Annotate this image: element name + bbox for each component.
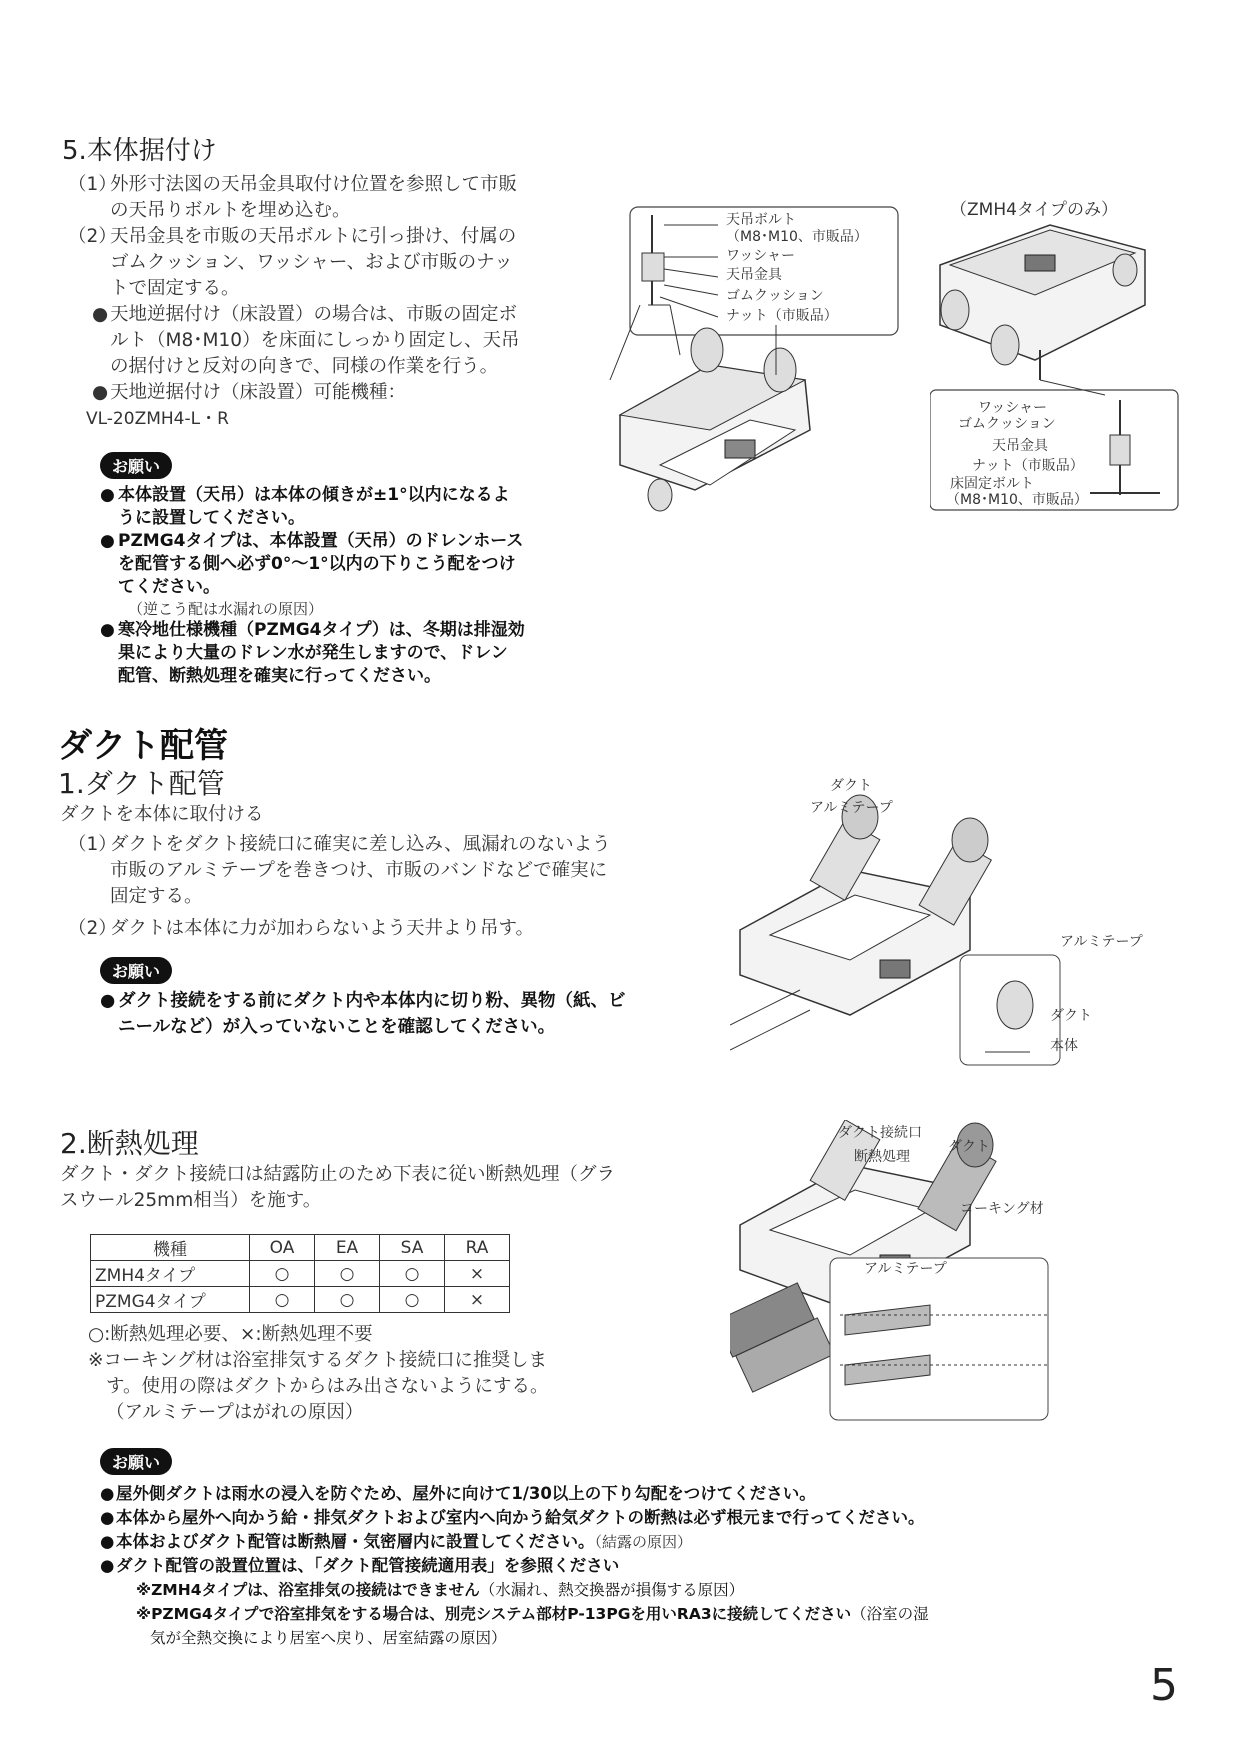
model-name: VL-20ZMH4-L・R xyxy=(86,409,229,429)
note-text: 寒冷地仕様機種（PZMG4タイプ）は、冬期は排湿効 xyxy=(118,620,525,640)
bullet-icon: ● xyxy=(100,531,115,551)
fig-label: ワッシャー xyxy=(726,248,796,264)
note-item xyxy=(100,530,600,619)
intro-text: ダクト・ダクト接続口は結露防止のため下表に従い断熱処理（グラ xyxy=(60,1164,616,1185)
table-legend: ○:断熱処理必要、×:断熱処理不要 xyxy=(88,1324,373,1345)
note-text: 果により大量のドレン水が発生しますので、ドレン xyxy=(118,643,508,663)
duct-sub2-title: 2.断熱処理 xyxy=(60,1127,199,1160)
table-cell: ○ xyxy=(380,1287,445,1313)
request-badge xyxy=(100,957,172,984)
step-number: （1） xyxy=(68,834,117,855)
table-header: 機種 xyxy=(91,1235,250,1261)
fig-label: （M8･M10、市販品） xyxy=(946,492,1088,508)
request-badge-label: お願い xyxy=(100,452,172,479)
fig-label: ダクト接続口 xyxy=(838,1125,922,1141)
step-text: ダクトは本体に力が加わらないよう天井より吊す。 xyxy=(110,918,535,939)
table-header: EA xyxy=(315,1235,380,1261)
install-step-2 xyxy=(68,224,588,302)
request-badge xyxy=(100,452,172,479)
table-row xyxy=(91,1287,510,1313)
duct-intro: ダクトを本体に取付ける xyxy=(60,804,264,825)
floor-models-bullet xyxy=(92,380,588,406)
remark-bold: ※PZMG4タイプで浴室排気をする場合は、別売システム部材P-13PGを用いRA3に接続してください xyxy=(136,1605,852,1623)
step-text: 天吊金具を市販の天吊ボルトに引っ掛け、付属の xyxy=(110,226,517,247)
fig-label: ワッシャー xyxy=(978,400,1048,416)
note-item xyxy=(100,1554,1180,1578)
table-cell: ○ xyxy=(250,1287,315,1313)
fig-label: アルミテープ xyxy=(1060,934,1143,950)
duct-note xyxy=(100,988,700,1040)
insulation-table xyxy=(90,1234,510,1313)
page-number: 5 xyxy=(1150,1660,1178,1711)
floor-mount-drawing xyxy=(930,195,1180,575)
fig-label: ダクト xyxy=(948,1139,990,1155)
fig-label: ダクト xyxy=(1050,1008,1092,1024)
fig-label: 天吊金具 xyxy=(992,438,1048,454)
bullet-icon: ● xyxy=(100,1532,115,1551)
note-text: ニールなど）が入っていないことを確認してください。 xyxy=(118,1017,556,1037)
fig-label: ダクト xyxy=(830,778,872,794)
note-item xyxy=(100,619,600,688)
note-sub: （結露の原因） xyxy=(594,1533,693,1551)
fig-label: ゴムクッション xyxy=(958,416,1056,432)
bullet-icon: ● xyxy=(100,991,116,1011)
insulation-figure xyxy=(730,1120,1180,1440)
remark-normal: （浴室の湿 xyxy=(851,1605,929,1623)
bullet-icon: ● xyxy=(100,1556,115,1575)
bullet-icon: ● xyxy=(92,304,109,325)
step-number: （2） xyxy=(68,918,117,939)
step-text: 固定する。 xyxy=(110,886,203,907)
note-text: 本体設置（天吊）は本体の傾きが±1°以内になるよ xyxy=(118,485,510,505)
note-text: を配管する側へ必ず0°～1°以内の下りこう配をつけ xyxy=(118,554,516,574)
fig-label: 断熱処理 xyxy=(854,1149,910,1165)
remark-b xyxy=(100,1602,1180,1626)
bullet-text: の据付けと反対の向きで、同様の作業を行う。 xyxy=(110,356,499,377)
request-badge-label: お願い xyxy=(100,1448,172,1475)
table-cell: ZMH4タイプ xyxy=(91,1261,250,1287)
fig-label: 天吊金具 xyxy=(726,267,782,283)
table-cell: × xyxy=(445,1261,510,1287)
fig-label: ナット（市販品） xyxy=(972,458,1084,474)
remark-normal: （水漏れ、熱交換器が損傷する原因） xyxy=(479,1581,745,1599)
bullet-icon: ● xyxy=(100,1484,115,1503)
insulation-remarks xyxy=(88,1322,668,1426)
note-text: うに設置してください。 xyxy=(118,508,305,528)
floor-mount-figure xyxy=(930,195,1180,575)
install-step-1 xyxy=(68,172,588,224)
bullet-text: 天地逆据付け（床設置）の場合は、市販の固定ボ xyxy=(110,304,518,325)
remark-text: す。使用の際はダクトからはみ出さないようにする。 xyxy=(106,1376,549,1397)
table-header-row xyxy=(91,1235,510,1261)
duct-connection-figure xyxy=(730,775,1170,1070)
duct-title: ダクト配管 xyxy=(58,726,228,766)
note-text: てください。 xyxy=(118,577,220,597)
note-sub: （逆こう配は水漏れの原因） xyxy=(128,600,324,618)
table-cell: PZMG4タイプ xyxy=(91,1287,250,1313)
step-text: トで固定する。 xyxy=(110,278,240,299)
table-cell: ○ xyxy=(315,1287,380,1313)
step-text: 外形寸法図の天吊金具取付け位置を参照して市販 xyxy=(110,174,518,195)
note-item xyxy=(100,1506,1180,1530)
remark-text: （アルミテープはがれの原因） xyxy=(106,1402,364,1423)
bullet-icon: ● xyxy=(100,485,115,505)
step-text: ゴムクッション、ワッシャー、および市販のナッ xyxy=(110,252,513,273)
remark-normal: 気が全熱交換により居室へ戻り、居室結露の原因） xyxy=(150,1629,507,1647)
table-row xyxy=(91,1261,510,1287)
bullet-text: ルト（M8･M10）を床面にしっかり固定し、天吊 xyxy=(110,330,520,351)
step-text: 市販のアルミテープを巻きつけ、市販のバンドなどで確実に xyxy=(110,860,608,881)
table-header: OA xyxy=(250,1235,315,1261)
duct-step-2 xyxy=(68,916,708,942)
step-text: ダクトをダクト接続口に確実に差し込み、風漏れのないよう xyxy=(110,834,611,855)
remark-text: ※コーキング材は浴室排気するダクト接続口に推奨しま xyxy=(88,1350,547,1371)
section-5-title: 5.本体据付け xyxy=(62,136,217,166)
bullet-icon: ● xyxy=(92,382,109,403)
note-text: 配管、断熱処理を確実に行ってください。 xyxy=(118,666,441,686)
table-cell: ○ xyxy=(250,1261,315,1287)
step-text: の天吊りボルトを埋め込む。 xyxy=(110,200,351,221)
install-steps xyxy=(68,172,588,432)
table-cell: × xyxy=(445,1287,510,1313)
fig-label: 床固定ボルト xyxy=(950,476,1034,492)
note-item xyxy=(100,988,700,1040)
note-text: 本体から屋外へ向かう給・排気ダクトおよび室内へ向かう給気ダクトの断熱は必ず根元まで行ってください。 xyxy=(116,1508,925,1527)
bullet-text: 天地逆据付け（床設置）可能機種： xyxy=(110,382,407,403)
note-item xyxy=(100,1530,1180,1554)
fig-label: ナット（市販品） xyxy=(726,308,838,324)
step-number: （1） xyxy=(68,174,117,195)
step-number: （2） xyxy=(68,226,117,247)
request-badge-label: お願い xyxy=(100,957,172,984)
note-item xyxy=(100,484,600,530)
fig-label: 本体 xyxy=(1050,1038,1078,1054)
remark-a xyxy=(100,1578,1180,1602)
note-text: ダクト接続をする前にダクト内や本体内に切り粉、異物（紙、ビ xyxy=(118,991,626,1011)
table-header: SA xyxy=(380,1235,445,1261)
remark-bold: ※ZMH4タイプは、浴室排気の接続はできません xyxy=(136,1581,480,1599)
insulation-notes xyxy=(100,1482,1180,1650)
bullet-icon: ● xyxy=(100,1508,115,1527)
bullet-icon: ● xyxy=(100,620,115,640)
fig-label: ゴムクッション xyxy=(726,288,824,304)
table-cell: ○ xyxy=(315,1261,380,1287)
insulation-intro xyxy=(60,1162,700,1214)
duct-steps xyxy=(68,832,708,942)
note-text: PZMG4タイプは、本体設置（天吊）のドレンホース xyxy=(118,531,524,551)
request-notes xyxy=(100,484,600,688)
duct-step-1 xyxy=(68,832,708,910)
note-text: ダクト配管の設置位置は、「ダクト配管接続適用表」を参照ください xyxy=(116,1556,620,1575)
fig-caption: （ZMH4タイプのみ） xyxy=(950,200,1119,220)
table-header: RA xyxy=(445,1235,510,1261)
table-cell: ○ xyxy=(380,1261,445,1287)
insulation-drawing xyxy=(730,1120,1180,1440)
note-text: 本体およびダクト配管は断熱層・気密層内に設置してください。 xyxy=(116,1532,595,1551)
intro-text: スウール25mm相当）を施す。 xyxy=(60,1190,322,1211)
fig-label: アルミテープ xyxy=(864,1261,947,1277)
floor-install-bullet xyxy=(92,302,588,380)
request-badge xyxy=(100,1448,172,1475)
note-text: 屋外側ダクトは雨水の浸入を防ぐため、屋外に向けて1/30以上の下り勾配をつけてください。 xyxy=(116,1484,816,1503)
fig-label: （M8･M10、市販品） xyxy=(726,229,868,245)
duct-connection-drawing xyxy=(730,775,1170,1070)
fig-label: アルミテープ xyxy=(810,800,893,816)
fig-label: コーキング材 xyxy=(960,1201,1044,1217)
ceiling-mount-figure xyxy=(600,205,900,545)
duct-sub1-title: 1.ダクト配管 xyxy=(58,767,225,800)
fig-label: 天吊ボルト xyxy=(726,212,796,228)
note-item xyxy=(100,1482,1180,1506)
